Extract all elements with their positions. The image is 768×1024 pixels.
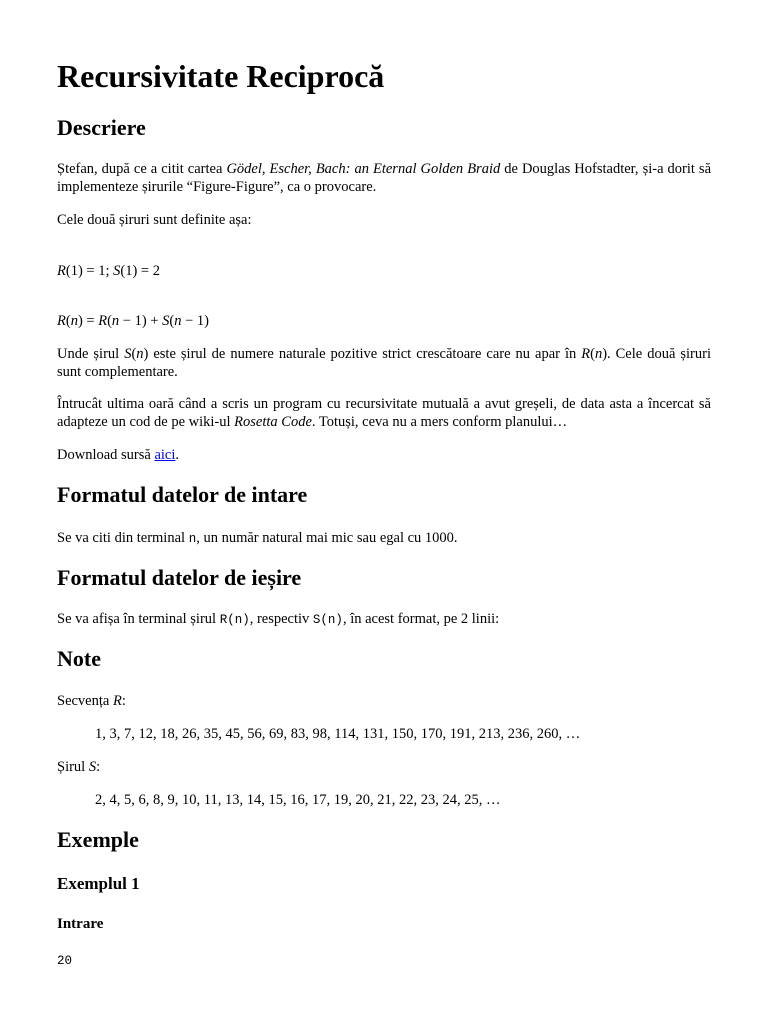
heading-output-format: Formatul datelor de ieșire [57,565,302,590]
book-title: Gödel, Escher, Bach: an Eternal Golden Braid [226,161,501,177]
heading-note: Note [57,646,101,671]
heading-exemple: Exemple [57,827,139,852]
heading-example-1: Exemplul 1 [57,874,140,893]
label-sequence-r: Secvența R: [57,693,126,709]
inline-code-s: S(n) [312,613,343,627]
label-sequence-s: Șirul S: [57,759,101,775]
heading-descriere: Descriere [57,115,146,140]
heading-input: Intrare [57,916,104,932]
inline-code-n: n [188,532,197,546]
formula-recurrence: R(n) = R(n − 1) + S(n − 1) [57,313,209,329]
paragraph-complement: Unde șirul S(n) este șirul de numere naturale pozitive strict crescătoare care nu apar în R(n). Cele două șiruri sunt complementare. [57,346,711,380]
paragraph-download: Download sursă aici. [57,447,180,463]
sequence-s: 2, 4, 5, 6, 8, 9, 10, 11, 13, 14, 15, 16, 17, 19, 20, 21, 22, 23, 24, 25, … [95,792,501,808]
example-input-value: 20 [57,954,73,968]
paragraph-intro: Ștefan, după ce a citit cartea Gödel, Escher, Bach: an Eternal Golden Braid de Douglas Hofstadter, și-a dorit să implementeze șirurile “Figure-Figure”, ca o provocare. [57,161,712,195]
paragraph-output-format: Se va afișa în terminal șirul R(n), respectiv S(n), în acest format, pe 2 linii: [57,611,500,627]
download-link[interactable]: aici [154,447,176,463]
inline-code-r: R(n) [219,613,250,627]
paragraph-rosetta: Întrucât ultima oară când a scris un program cu recursivitate mutuală a avut greșeli, de data asta a încercat să adapteze un cod de pe wiki-ul Rosetta Code. Totuși, ceva nu a mers conform planului… [57,396,711,430]
heading-input-format: Formatul datelor de intare [57,482,308,507]
formula-base: R(1) = 1; S(1) = 2 [57,263,160,279]
rosetta-code: Rosetta Code [234,414,312,430]
paragraph-definition-intro: Cele două șiruri sunt definite așa: [57,212,252,228]
sequence-r: 1, 3, 7, 12, 18, 26, 35, 45, 56, 69, 83, 98, 114, 131, 150, 170, 191, 213, 236, 260, … [95,726,581,742]
paragraph-input-format: Se va citi din terminal n, un număr natural mai mic sau egal cu 1000. [57,530,458,546]
page-title: Recursivitate Reciprocă [57,58,385,94]
